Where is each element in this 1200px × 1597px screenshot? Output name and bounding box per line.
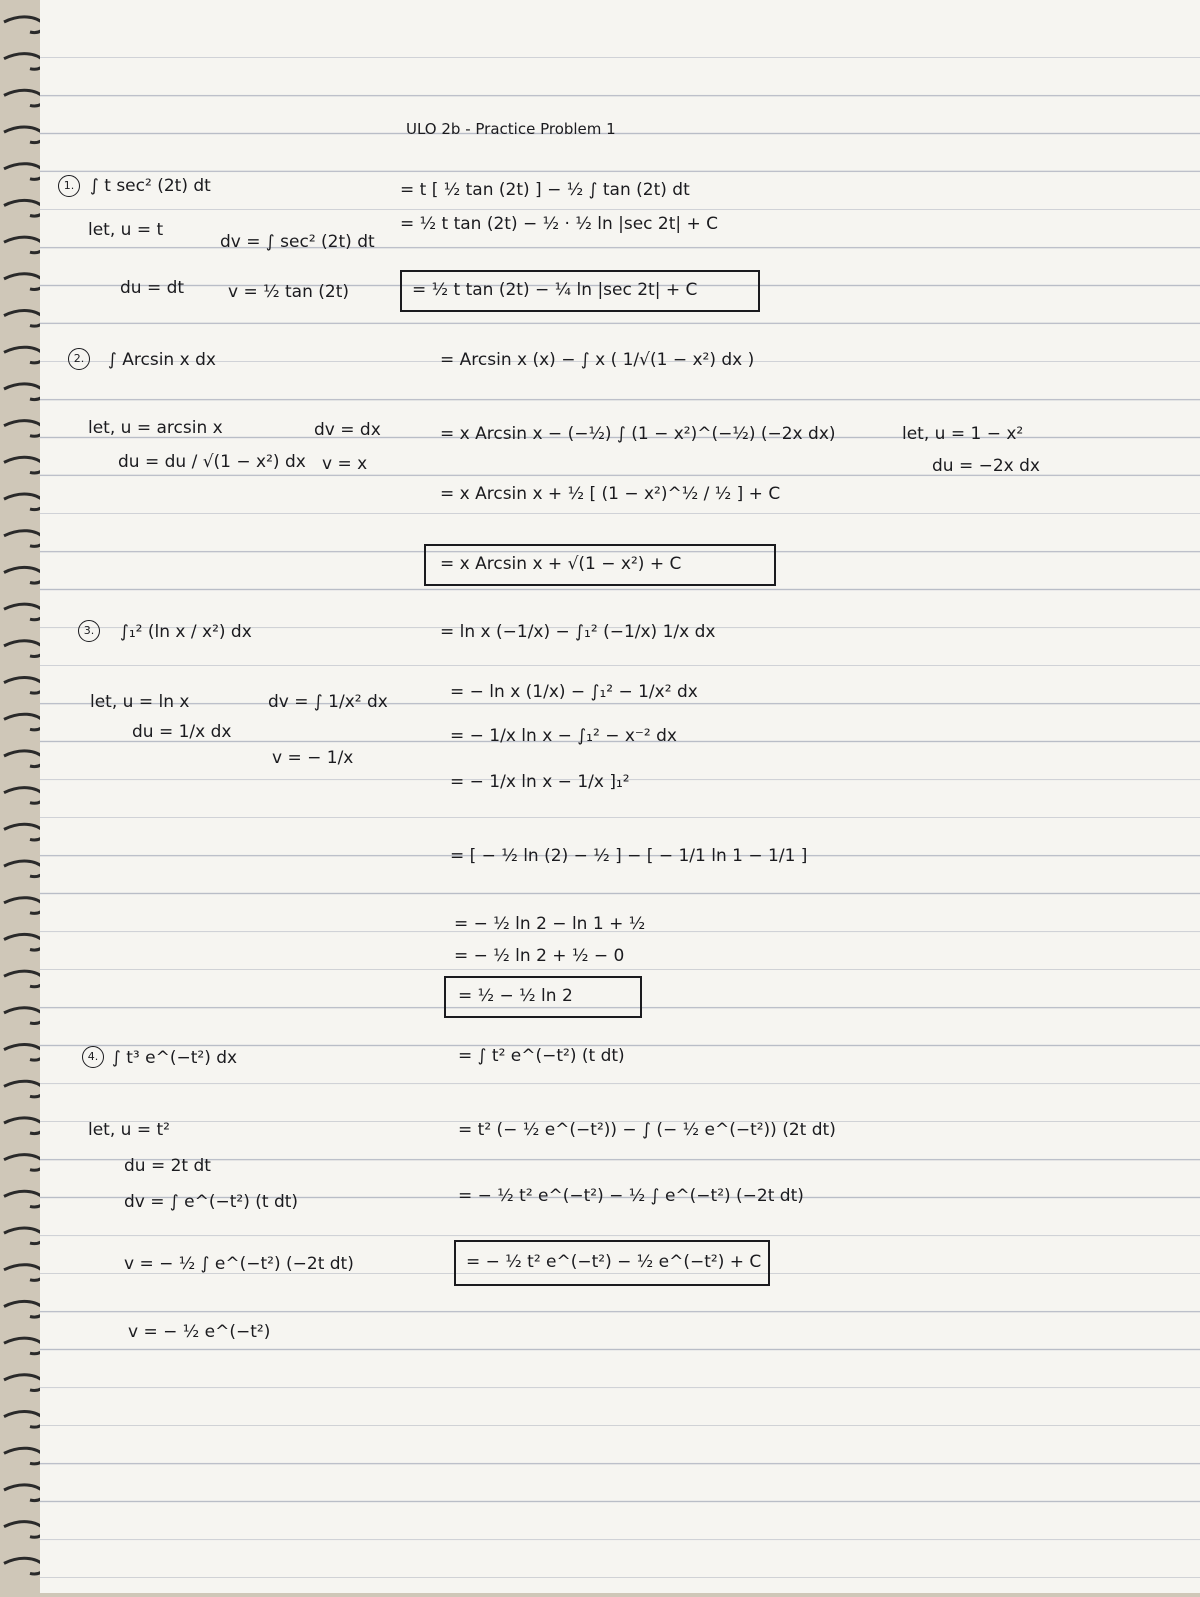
problem-3-step: = − 1/x ln x − ∫₁² − x⁻² dx	[450, 726, 677, 746]
problem-4-answer: = − ½ t² e^(−t²) − ½ e^(−t²) + C	[466, 1252, 762, 1272]
problem-4-step: = ∫ t² e^(−t²) (t dt)	[458, 1046, 625, 1066]
problem-2-side-note: let, u = 1 − x²	[902, 424, 1024, 444]
spiral-ring	[4, 494, 44, 510]
spiral-ring	[4, 17, 44, 33]
spiral-ring	[4, 861, 44, 877]
spiral-ring	[4, 127, 44, 143]
problem-3-answer: = ½ − ½ ln 2	[458, 986, 573, 1006]
spiral-ring	[4, 531, 44, 547]
spiral-ring	[4, 457, 44, 473]
problem-2-answer-box	[424, 544, 776, 586]
spiral-ring	[4, 971, 44, 987]
spiral-ring	[4, 1448, 44, 1464]
spiral-ring	[4, 1558, 44, 1574]
problem-4-number: 4.	[82, 1046, 104, 1068]
problem-3-number: 3.	[78, 620, 100, 642]
problem-4-substitution: v = − ½ ∫ e^(−t²) (−2t dt)	[124, 1254, 354, 1274]
problem-2-parts: v = x	[322, 454, 368, 474]
problem-1-answer: = ½ t tan (2t) − ¼ ln |sec 2t| + C	[412, 280, 698, 300]
problem-1-number: 1.	[58, 175, 80, 197]
spiral-ring	[4, 898, 44, 914]
problem-3-parts: dv = ∫ 1/x² dx	[268, 692, 388, 712]
notebook-page	[40, 0, 1200, 1593]
spiral-ring	[4, 274, 44, 290]
spiral-ring	[4, 421, 44, 437]
problem-2-step: = Arcsin x (x) − ∫ x ( 1/√(1 − x²) dx )	[440, 350, 755, 370]
problem-4-substitution: du = 2t dt	[124, 1156, 211, 1176]
spiral-ring	[4, 678, 44, 694]
spiral-ring	[4, 1375, 44, 1391]
spiral-ring	[4, 1265, 44, 1281]
spiral-ring	[4, 1485, 44, 1501]
spiral-ring	[4, 714, 44, 730]
spiral-ring	[4, 200, 44, 216]
spiral-ring	[4, 1191, 44, 1207]
problem-1-integral: ∫ t sec² (2t) dt	[90, 176, 211, 196]
problem-3-step: = [ − ½ ln (2) − ½ ] − [ − 1/1 ln 1 − 1/1 ]	[450, 846, 808, 866]
spiral-ring	[4, 641, 44, 657]
problem-3-step: = ln x (−1/x) − ∫₁² (−1/x) 1/x dx	[440, 622, 716, 642]
problem-3-step: = − 1/x ln x − 1/x ]₁²	[450, 772, 630, 792]
problem-3-integral: ∫₁² (ln x / x²) dx	[120, 622, 252, 642]
spiral-ring	[4, 567, 44, 583]
problem-1-parts: dv = ∫ sec² (2t) dt	[220, 232, 375, 252]
spiral-ring	[4, 1045, 44, 1061]
problem-3-step: = − ½ ln 2 + ½ − 0	[454, 946, 625, 966]
problem-2-substitution: du = du / √(1 − x²) dx	[118, 452, 306, 472]
problem-4-substitution: let, u = t²	[88, 1120, 170, 1140]
problem-1-substitution: let, u = t	[88, 220, 164, 240]
spiral-ring	[4, 1008, 44, 1024]
spiral-ring	[4, 164, 44, 180]
spiral-ring	[4, 347, 44, 363]
spiral-ring	[4, 934, 44, 950]
problem-1-parts: v = ½ tan (2t)	[228, 282, 350, 302]
spiral-ring	[4, 1412, 44, 1428]
problem-2-parts: dv = dx	[314, 420, 381, 440]
spiral-ring	[4, 90, 44, 106]
problem-2-step: = x Arcsin x + ½ [ (1 − x²)^½ / ½ ] + C	[440, 484, 781, 504]
spiral-ring	[4, 604, 44, 620]
problem-3-answer-box	[444, 976, 642, 1018]
spiral-ring	[4, 1301, 44, 1317]
spiral-ring	[4, 237, 44, 253]
spiral-ring	[4, 751, 44, 767]
problem-2-number: 2.	[68, 348, 90, 370]
page-title: ULO 2b - Practice Problem 1	[406, 120, 616, 138]
spiral-ring	[4, 1228, 44, 1244]
problem-1-answer-box	[400, 270, 760, 312]
problem-2-integral: ∫ Arcsin x dx	[108, 350, 216, 370]
problem-3-substitution: let, u = ln x	[90, 692, 190, 712]
spiral-ring	[4, 1338, 44, 1354]
spiral-ring	[4, 1118, 44, 1134]
problem-2-step: = x Arcsin x − (−½) ∫ (1 − x²)^(−½) (−2x dx)	[440, 424, 836, 444]
spiral-ring	[4, 311, 44, 327]
problem-1-step: = t [ ½ tan (2t) ] − ½ ∫ tan (2t) dt	[400, 180, 690, 200]
problem-2-substitution: let, u = arcsin x	[88, 418, 223, 438]
spiral-ring	[4, 1081, 44, 1097]
problem-2-side-note: du = −2x dx	[932, 456, 1040, 476]
spiral-ring	[4, 54, 44, 70]
problem-4-integral: ∫ t³ e^(−t²) dx	[112, 1048, 238, 1068]
problem-3-parts: v = − 1/x	[272, 748, 354, 768]
problem-4-substitution: dv = ∫ e^(−t²) (t dt)	[124, 1192, 299, 1212]
problem-4-step: = − ½ t² e^(−t²) − ½ ∫ e^(−t²) (−2t dt)	[458, 1186, 804, 1206]
spiral-ring	[4, 1522, 44, 1538]
problem-4-step: = t² (− ½ e^(−t²)) − ∫ (− ½ e^(−t²)) (2t dt)	[458, 1120, 836, 1140]
problem-1-substitution: du = dt	[120, 278, 185, 298]
problem-3-step: = − ½ ln 2 − ln 1 + ½	[454, 914, 646, 934]
spiral-ring	[4, 788, 44, 804]
problem-4-answer-box	[454, 1240, 770, 1286]
problem-2-answer: = x Arcsin x + √(1 − x²) + C	[440, 554, 682, 574]
spiral-ring	[4, 1155, 44, 1171]
spiral-ring	[4, 824, 44, 840]
problem-1-step: = ½ t tan (2t) − ½ · ½ ln |sec 2t| + C	[400, 214, 719, 234]
problem-3-substitution: du = 1/x dx	[132, 722, 232, 742]
spiral-ring	[4, 384, 44, 400]
problem-4-substitution: v = − ½ e^(−t²)	[128, 1322, 271, 1342]
problem-3-step: = − ln x (1/x) − ∫₁² − 1/x² dx	[450, 682, 698, 702]
